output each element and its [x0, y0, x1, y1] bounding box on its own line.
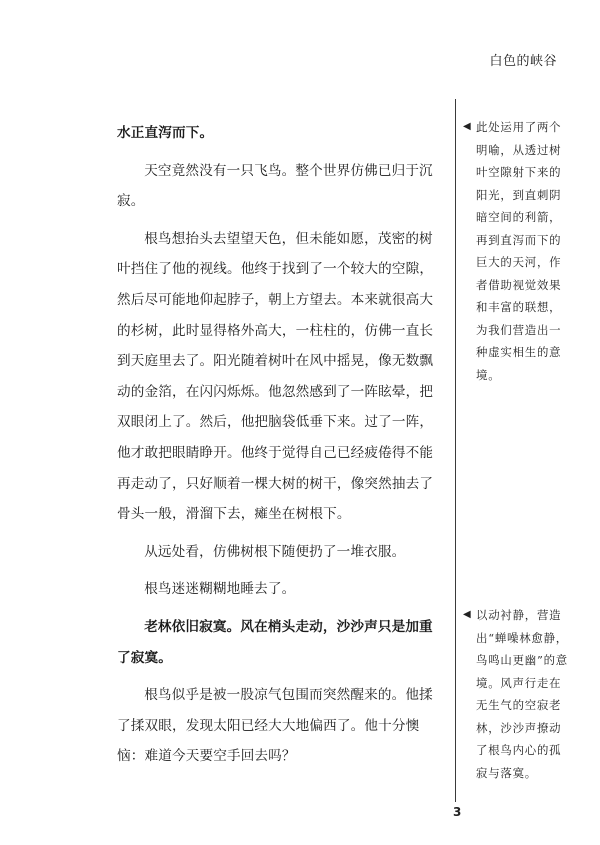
paragraph: 从远处看，仿佛树根下随便扔了一堆衣服。 [144, 543, 406, 560]
margin-divider-line [455, 99, 456, 802]
paragraph: 天空竟然没有一只飞鸟。整个世界仿佛已归于沉寂。 [117, 162, 433, 210]
annotation-text: 以动衬静，营造出“蝉噪林愈静，鸟鸣山更幽”的意境。风声行走在无生气的空寂老林，沙沙声撩动了根鸟内心的孤寂与落寞。 [476, 608, 568, 780]
running-header-title: 白色的峡谷 [489, 54, 557, 69]
paragraph-highlight-2: 老林依旧寂寞。风在梢头走动，沙沙声只是加重了寂寞。 [117, 618, 433, 666]
paragraph: 根鸟想抬头去望望天色，但未能如愿，茂密的树叶挡住了他的视线。他终于找到了一个较大的空隙，然后尽可能地仰起脖子，朝上方望去。本来就很高大的杉树，此时显得格外高大，一柱柱的，仿佛一直长到天庭里去了。阳光随着树叶在风中摇晃，像无数飘动的金箔，在闪闪烁烁。他忽然感到了一阵眩晕，把双眼闭上了。然后，他把脑袋低垂下来。过了一阵，他才敢把眼睛睁开。他终于觉得自己已经疲倦得不能再走动了，只好顺着一棵大树的树干，像突然抽去了骨头一般，滑溜下去，瘫坐在树根下。 [117, 230, 434, 523]
main-text-body [117, 118, 442, 772]
margin-annotation [463, 604, 569, 784]
paragraph: 根鸟迷迷糊糊地睡去了。 [144, 581, 296, 598]
left-arrow-icon: ◀ [463, 609, 472, 620]
annotation-text: 此处运用了两个明喻，从透过树叶空隙射下来的阳光，到直刺阴暗空间的利箭，再到直泻而下的巨大的天河，作者借助视觉效果和丰富的联想，为我们营造出一种虚实相生的意境。 [476, 120, 562, 382]
page-number: 3 [453, 805, 462, 819]
paragraph-highlight-1: 水正直泻而下。 [117, 125, 214, 141]
left-arrow-icon: ◀ [463, 121, 472, 132]
margin-annotation [463, 116, 569, 386]
paragraph: 根鸟似乎是被一股凉气包围而突然醒来的。他揉了揉双眼，发现太阳已经大大地偏西了。他十分懊恼：难道今天要空手回去吗？ [117, 687, 433, 765]
